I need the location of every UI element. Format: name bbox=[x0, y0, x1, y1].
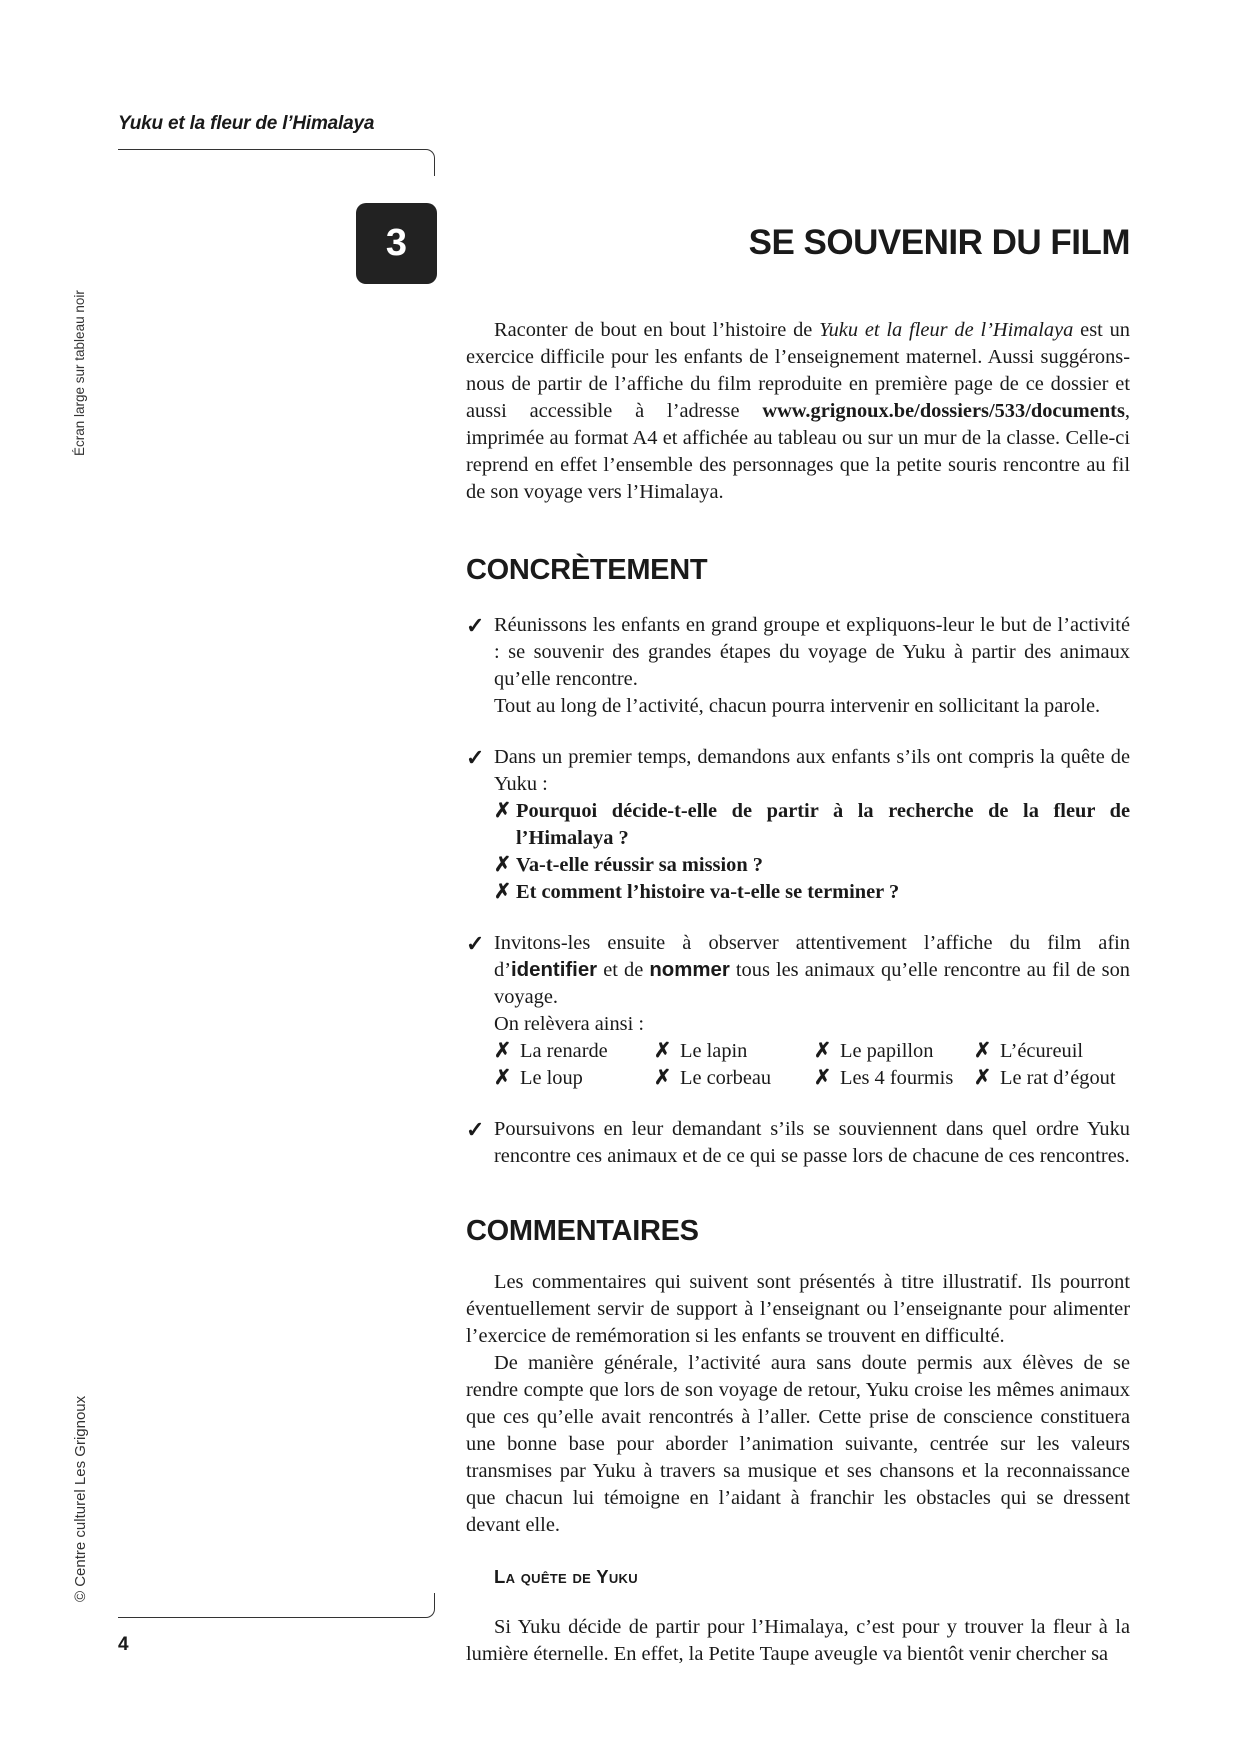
subsection-heading: La quête de Yuku bbox=[494, 1566, 638, 1587]
checkmark-icon: ✓ bbox=[466, 745, 485, 770]
section-heading-commentaires: COMMENTAIRES bbox=[466, 1215, 699, 1247]
cross-icon: ✗ bbox=[494, 854, 512, 876]
cross-icon: ✗ bbox=[494, 1067, 512, 1089]
intro-paragraph: Raconter de bout en bout l’histoire de Yuku et la fleur de l’Himalaya est un exercice difficile pour les enfants de l’enseignement maternel. Aussi suggérons-nous de partir de l’affiche du film reproduite en première page de ce dossier et aussi accessible à l’adresse www.grignoux.be/dossiers/533/documents, imprimée au format A4 et affichée au tableau ou sur un mur de la classe. Celle-ci reprend en effet l’ensemble des personnages que la petite souris rencontre au fil de son voyage vers l’Himalaya. bbox=[466, 319, 1130, 503]
list-item bbox=[466, 744, 1130, 906]
animal-item: ✗ Le lapin bbox=[654, 1038, 814, 1065]
question-item: ✗ Va-t-elle réussir sa mission ? bbox=[494, 852, 1130, 879]
cross-icon: ✗ bbox=[814, 1067, 832, 1089]
list-item bbox=[466, 612, 1130, 720]
animal-item: ✗ La renarde bbox=[494, 1038, 654, 1065]
animal-list bbox=[494, 1038, 1130, 1092]
sidebar-vertical-text: Écran large sur tableau noir bbox=[72, 290, 87, 456]
animal-item: ✗ L’écureuil bbox=[974, 1038, 1134, 1065]
list-item-text: On relèvera ainsi : bbox=[494, 1013, 645, 1035]
animal-item: ✗ Les 4 fourmis bbox=[814, 1065, 974, 1092]
animal-item: ✗ Le rat d’égout bbox=[974, 1065, 1134, 1092]
cross-icon: ✗ bbox=[654, 1040, 672, 1062]
url-link[interactable]: www.grignoux.be/dossiers/533/documents bbox=[762, 400, 1125, 422]
list-item-text: Invitons-les ensuite à observer attentivement l’affiche du film afin d’identifier et de nommer tous les animaux qu’elle rencontre au fil de son voyage. bbox=[494, 932, 1130, 1008]
list-item bbox=[466, 930, 1130, 1092]
page-title: SE SOUVENIR DU FILM bbox=[748, 223, 1130, 262]
cross-icon: ✗ bbox=[494, 800, 512, 822]
commentaires-paragraph: Les commentaires qui suivent sont présentés à titre illustratif. Ils pourront éventuellement servir de support à l’enseignant ou l’enseignante pour alimenter l’exercice de remémoration si les enfants se trouvent en difficulté. bbox=[466, 1271, 1130, 1347]
cross-icon: ✗ bbox=[654, 1067, 672, 1089]
cross-icon: ✗ bbox=[814, 1040, 832, 1062]
chapter-number-badge bbox=[356, 203, 437, 284]
copyright-vertical-text: © Centre culturel Les Grignoux bbox=[72, 1395, 89, 1602]
commentaires-paragraph: De manière générale, l’activité aura sans doute permis aux élèves de se rendre compte que lors de son voyage de retour, Yuku croise les mêmes animaux que ces qu’elle avait rencontrés à l’aller. Cette prise de conscience constituera une bonne base pour aborder l’animation suivante, centrée sur les valeurs transmises par Yuku à travers sa musique et ses chansons et la reconnaissance que chacun lui témoigne en l’aidant à franchir les obstacles qui se dressent devant elle. bbox=[466, 1352, 1130, 1536]
question-item: ✗ Pourquoi décide-t-elle de partir à la recherche de la fleur de l’Himalaya ? bbox=[494, 800, 1130, 849]
footer-rule bbox=[118, 1593, 435, 1618]
animal-item: ✗ Le corbeau bbox=[654, 1065, 814, 1092]
section-heading-concretement: CONCRÈTEMENT bbox=[466, 554, 708, 586]
question-item: ✗ Et comment l’histoire va-t-elle se terminer ? bbox=[494, 879, 1130, 906]
animal-item: ✗ Le papillon bbox=[814, 1038, 974, 1065]
list-item bbox=[466, 1116, 1130, 1170]
cross-icon: ✗ bbox=[494, 881, 512, 903]
cross-icon: ✗ bbox=[494, 1040, 512, 1062]
film-title: Yuku et la fleur de l’Himalaya bbox=[819, 319, 1074, 341]
page-number: 4 bbox=[118, 1634, 129, 1655]
checkmark-icon: ✓ bbox=[466, 931, 485, 956]
running-title: Yuku et la fleur de l’Himalaya bbox=[118, 113, 375, 134]
chapter-number: 3 bbox=[385, 222, 408, 264]
cross-icon: ✗ bbox=[974, 1040, 992, 1062]
commentaires-paragraph: Si Yuku décide de partir pour l’Himalaya, c’est pour y trouver la fleur à la lumière éternelle. En effet, la Petite Taupe aveugle va bientôt venir chercher sa bbox=[466, 1616, 1130, 1665]
header-rule bbox=[118, 149, 435, 176]
checkmark-icon: ✓ bbox=[466, 1117, 485, 1142]
animal-item: ✗ Le loup bbox=[494, 1065, 654, 1092]
list-item-text: Tout au long de l’activité, chacun pourra intervenir en sollicitant la parole. bbox=[494, 695, 1101, 717]
question-list bbox=[494, 798, 1130, 906]
list-item-text: Réunissons les enfants en grand groupe et expliquons-leur le but de l’activité : se souvenir des grandes étapes du voyage de Yuku à partir des animaux qu’elle rencontre. bbox=[494, 614, 1130, 690]
list-item-text: Dans un premier temps, demandons aux enfants s’ils ont compris la quête de Yuku : bbox=[494, 746, 1130, 795]
checkmark-icon: ✓ bbox=[466, 613, 485, 638]
list-item-text: Poursuivons en leur demandant s’ils se souviennent dans quel ordre Yuku rencontre ces animaux et de ce qui se passe lors de chacune de ces rencontres. bbox=[494, 1118, 1130, 1167]
cross-icon: ✗ bbox=[974, 1067, 992, 1089]
main-content bbox=[466, 317, 1130, 1668]
